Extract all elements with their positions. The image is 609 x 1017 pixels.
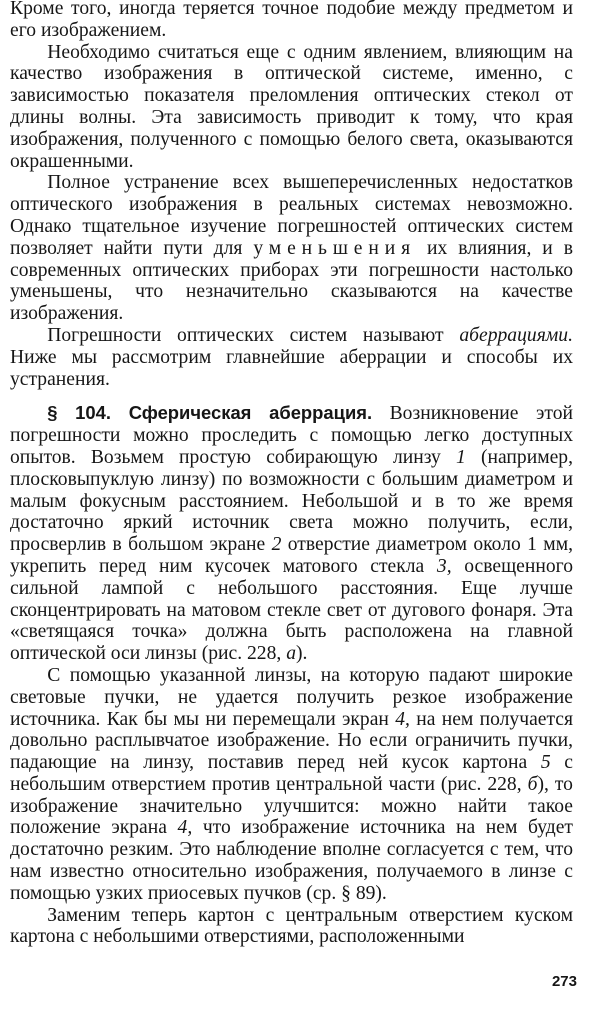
paragraph-7 (10, 905, 573, 949)
paragraph-4 (10, 325, 573, 390)
italic-text: 3, (436, 555, 452, 577)
body-text: Необходимо считаться еще с одним явлением, влияющим на качество изображения в оптической системе, именно, с зависимостью показателя преломления оптических стекол от длины волны. Эта зависимость приводит к тому, что края изображения, полученного с помощью белого света, оказываются окрашенными. (10, 41, 573, 172)
italic-text: 4, (395, 708, 410, 730)
body-text: с небольшим отверстием против центральной части (рис. 228, (10, 752, 573, 795)
paragraph-2 (10, 42, 573, 173)
page-body (10, 0, 573, 948)
body-text: Заменим теперь картон с центральным отверстием куском картона с небольшими отверстиями, расположенными (10, 904, 573, 948)
body-text: (например, плосковыпуклую линзу) по возможности с большим диаметром и малым фокусным расстоянием. Небольшой и в то же время достаточно яркий источник света можно получить, если, просверлив в большом экране (10, 446, 573, 556)
italic-text: аберрациями. (459, 324, 573, 346)
italic-text: 4, (177, 817, 193, 839)
page-number: 273 (551, 973, 577, 990)
body-text: отверстие диаметром около 1 мм, укрепить перед ним кусочек матового стекла (10, 534, 574, 577)
body-text: С помощью указанной линзы, на которую падают широкие световые пучки, не удается получить резкое изображение источника. Как бы мы ни перемещали экран (10, 664, 573, 730)
italic-text: б (527, 773, 538, 795)
body-text: Ниже мы рассмотрим главнейшие аберрации и способы их устранения. (10, 346, 573, 390)
body-text: Погрешности оптических систем называют (47, 324, 460, 346)
section-title: § 104. Сферическая аберрация. (47, 402, 373, 424)
body-text: ). (295, 643, 308, 665)
section-104-paragraph (10, 402, 573, 665)
spaced-emphasis-text: уменьшения (253, 237, 416, 259)
body-text: Возникновение этой погрешности можно проследить с помощью легко доступных опытов. Возьмем простую собирающую линзу (10, 403, 573, 468)
paragraph-1 (10, 0, 573, 42)
italic-text: а (286, 643, 296, 665)
italic-text: 1 (456, 446, 466, 468)
italic-text: 5 (540, 752, 551, 774)
body-text: ), то изображение значительно улучшится: можно найти такое положение экрана (10, 773, 573, 839)
body-text: Кроме того, иногда теряется точное подобие между предметом и его изображением. (10, 0, 573, 41)
italic-text: 2 (271, 534, 282, 556)
paragraph-3 (10, 172, 573, 325)
body-text: Полное устранение всех вышеперечисленных недостатков оптического изображения в реальных системах невозможно. Однако тщательное изучение погрешностей оптических систем позволяет найти пути для (10, 172, 573, 259)
body-text: освещенного сильной лампой с небольшого расстояния. Еще лучше сконцентрировать на матовом стекле свет от дугового фонаря. Эта «светящаяся точка» должна быть расположена на главной оптической оси линзы (рис. 228, (10, 555, 573, 665)
body-text: их влияния, и в современных оптических приборах эти погрешности настолько уменьшены, что незначительно сказываются на качестве изображения. (10, 237, 573, 325)
paragraph-6 (10, 665, 573, 905)
body-text: что изображение источника на нем будет достаточно резким. Это наблюдение вполне согласуется с тем, что нам известно относительно изображения, получаемого в линзе с помощью узких приосевых пучков (ср. § 89). (10, 817, 573, 904)
body-text: на нем получается довольно расплывчатое изображение. Но если ограничить пучки, падающие на линзу, поставив перед ней кусок картона (10, 708, 573, 774)
